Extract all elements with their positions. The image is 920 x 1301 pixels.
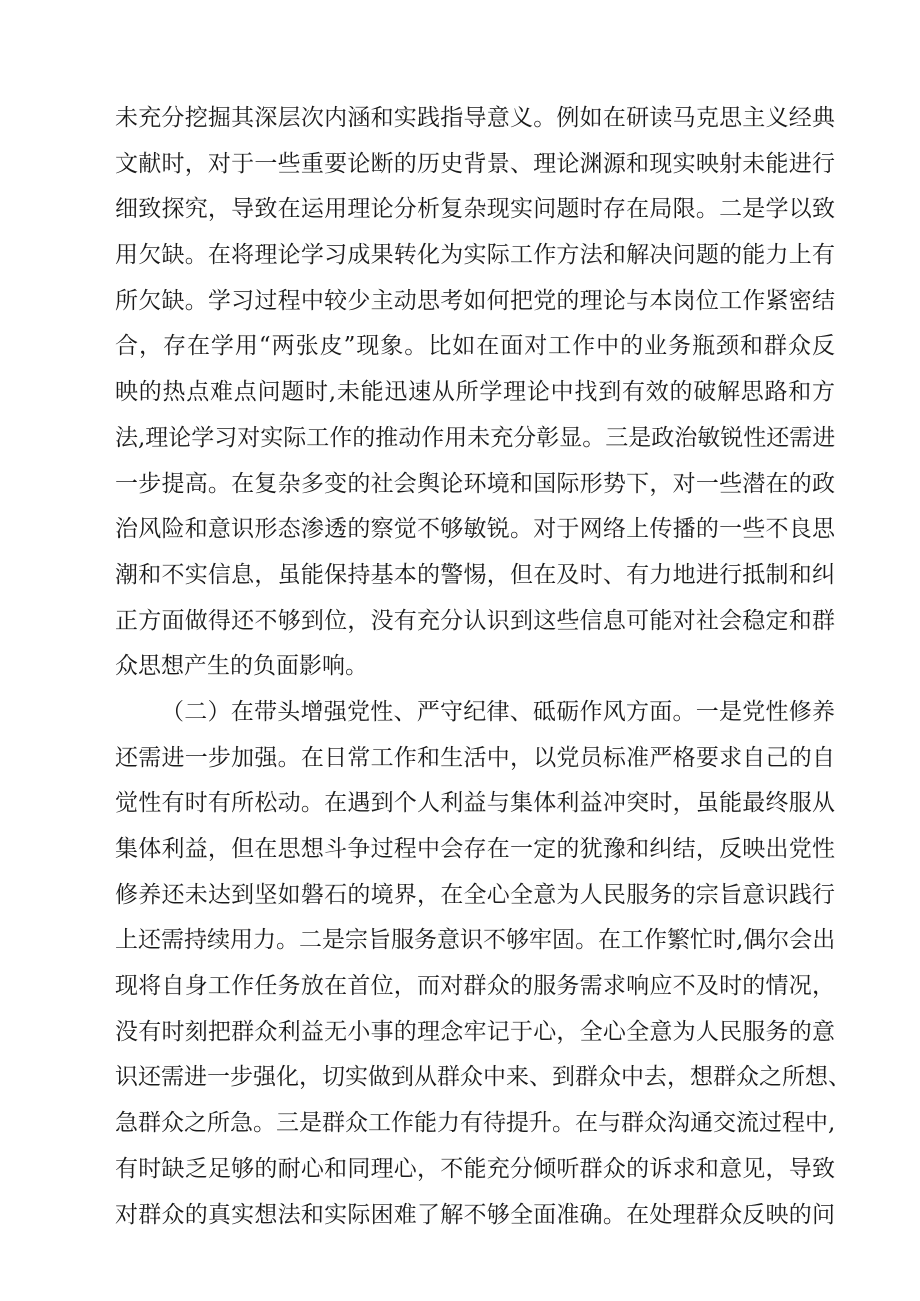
text-line: 众思想产生的负面影响。 (115, 653, 368, 680)
text-line: 所欠缺。学习过程中较少主动思考如何把党的理论与本岗位工作紧密结 (115, 287, 835, 314)
paragraph-1 (115, 96, 835, 690)
text-line: 细致探究，导致在运用理论分析复杂现实问题时存在局限。二是学以致 (115, 196, 835, 223)
text-line: 潮和不实信息，虽能保持基本的警惕，但在及时、有力地进行抵制和纠 (115, 561, 835, 588)
text-line: 法,理论学习对实际工作的推动作用未充分彰显。三是政治敏锐性还需进 (115, 424, 836, 451)
text-line: 没有时刻把群众利益无小事的理念牢记于心，全心全意为人民服务的意 (115, 1018, 835, 1045)
text-line: 还需进一步加强。在日常工作和生活中，以党员标准严格要求自己的自 (115, 744, 835, 771)
text-line: 治风险和意识形态渗透的察觉不够敏锐。对于网络上传播的一些不良思 (115, 516, 835, 543)
text-line: 文献时，对于一些重要论断的历史背景、理论渊源和现实映射未能进行 (115, 150, 835, 177)
text-line: 未充分挖掘其深层次内涵和实践指导意义。例如在研读马克思主义经典 (115, 105, 835, 131)
text-line: 有时缺乏足够的耐心和同理心，不能充分倾听群众的诉求和意见，导致 (115, 1155, 835, 1182)
text-line: 上还需持续用力。二是宗旨服务意识不够牢固。在工作繁忙时,偶尔会出 (115, 927, 836, 954)
document-body (115, 96, 851, 1238)
text-line: 觉性有时有所松动。在遇到个人利益与集体利益冲突时，虽能最终服从 (115, 790, 835, 817)
paragraph-2 (115, 690, 851, 1238)
text-line: 急群众之所急。三是群众工作能力有待提升。在与群众沟通交流过程中, (115, 1110, 836, 1137)
text-line: 对群众的真实想法和实际困难了解不够全面准确。在处理群众反映的问 (115, 1201, 835, 1228)
text-line: （二）在带头增强党性、严守纪律、砥砺作风方面。一是党性修养 (161, 698, 835, 725)
text-line: 修养还未达到坚如磐石的境界，在全心全意为人民服务的宗旨意识践行 (115, 881, 835, 908)
text-line: 合，存在学用“两张皮”现象。比如在面对工作中的业务瓶颈和群众反 (115, 333, 835, 360)
text-line: 映的热点难点问题时,未能迅速从所学理论中找到有效的破解思路和方 (115, 379, 835, 406)
text-line: 集体利益，但在思想斗争过程中会存在一定的犹豫和纠结，反映出党性 (115, 836, 835, 862)
text-line: 识还需进一步强化，切实做到从群众中来、到群众中去，想群众之所想、 (115, 1064, 851, 1091)
text-line: 现将自身工作任务放在首位，而对群众的服务需求响应不及时的情况， (115, 973, 835, 1000)
text-line: 一步提高。在复杂多变的社会舆论环境和国际形势下，对一些潜在的政 (115, 470, 835, 497)
text-line: 正方面做得还不够到位，没有充分认识到这些信息可能对社会稳定和群 (115, 607, 835, 634)
text-line: 用欠缺。在将理论学习成果转化为实际工作方法和解决问题的能力上有 (115, 242, 835, 269)
